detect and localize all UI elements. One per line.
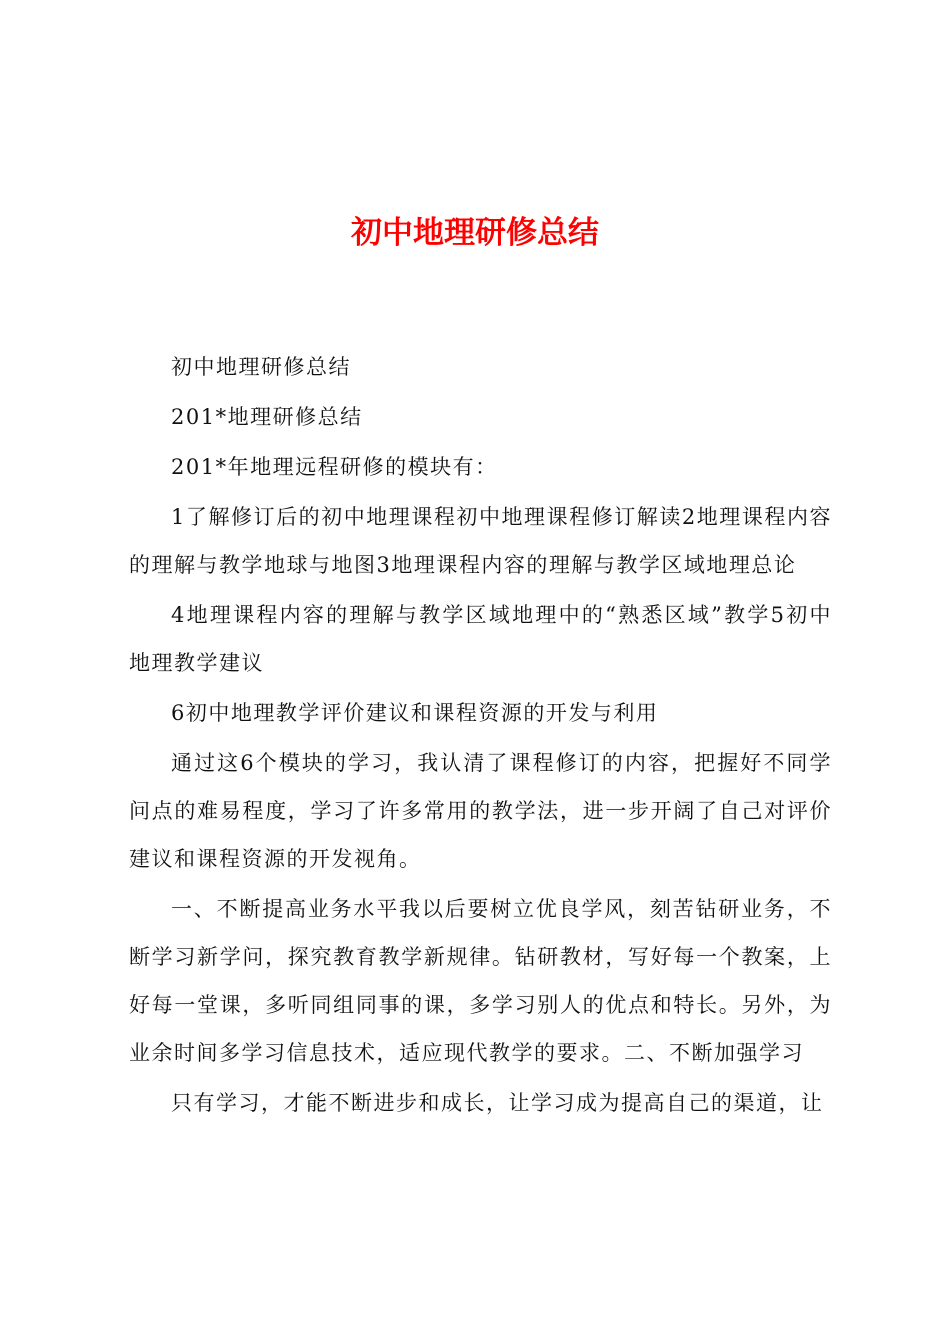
paragraph-module-6: 6初中地理教学评价建议和课程资源的开发与利用	[171, 701, 659, 725]
document-title: 初中地理研修总结	[351, 215, 599, 251]
paragraph-modules-intro: 201*年地理远程研修的模块有：	[171, 455, 498, 479]
paragraph-learning-summary: 通过这6个模块的学习，我认清了课程修订的内容，把握好不同学问点的难易程度，学习了许多常用的教学法，进一步开阔了自己对评价建议和课程资源的开发视角。	[129, 751, 832, 871]
paragraph-modules-1-3: 1了解修订后的初中地理课程初中地理课程修订解读2地理课程内容的理解与教学地球与地图3地理课程内容的理解与教学区域地理总论	[129, 505, 832, 577]
paragraph-heading: 初中地理研修总结	[171, 355, 351, 379]
paragraph-modules-4-5: 4地理课程内容的理解与教学区域地理中的“熟悉区域”教学5初中地理教学建议	[129, 603, 832, 675]
paragraph-continuing: 只有学习，才能不断进步和成长，让学习成为提高自己的渠道，让	[171, 1091, 824, 1115]
paragraph-subtitle: 201*地理研修总结	[171, 405, 363, 429]
document-body	[129, 343, 832, 1129]
paragraph-section-one: 一、不断提高业务水平我以后要树立优良学风，刻苦钻研业务，不断学习新学问，探究教育教学新规律。钻研教材，写好每一个教案，上好每一堂课，多听同组同事的课，多学习别人的优点和特长。另外，为业余时间多学习信息技术，适应现代教学的要求。二、不断加强学习	[129, 897, 832, 1065]
